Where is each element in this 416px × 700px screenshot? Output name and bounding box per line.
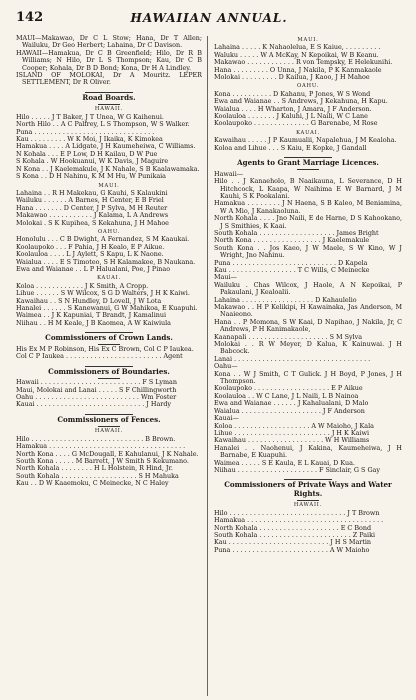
- entry: South Kohala . . . . . . . . . . . . . . . . . . . S H Mahuka: [16, 471, 179, 480]
- entry: Lahaina . . R H Makekau, G Kauhi, S Kalaukini: [16, 188, 168, 197]
- section-title: Commissioners of Fences.: [16, 414, 202, 427]
- entry: Hana . . . . . . . D Center, J P Sylva, M H Reuter: [16, 203, 168, 212]
- section: [16, 366, 202, 409]
- entry: Hamakua . . . . . . . . . . . . . . . . . . . . . . . . . . . . . . . . . .: [214, 516, 384, 525]
- entry: MAUI—Makawao, Dr C L Stow; Hana, Dr T Allen; Wailuku, Dr Geo Herbert; Lahaina, Dr C Davison.: [16, 35, 202, 50]
- entry: Makawao . . . . . . . . . . . . R von Tempsky, E Helekunihi.: [214, 58, 393, 67]
- entry: N Kona . . J Kaelemakule, J K Nahale, S B Kaalawamaka.: [16, 164, 200, 173]
- entry: HAWAII—Hamakua, Dr C B Greenfield; Hilo, Dr R B Williams; N Hilo, Dr L S Thompson; Kau, Dr C B Cooper; Kohala, Dr B D Bond; Kona, Dr H A Lindley.: [16, 48, 202, 72]
- section-title: Commissioners of Private Ways and Water Rights.: [214, 479, 402, 500]
- entry: Maui—: [214, 273, 237, 282]
- entry: Ewa and Waianae . . L P Halualani, Poe, J Pinao: [16, 264, 171, 273]
- running-title: HAWAIIAN ANNUAL.: [130, 11, 288, 25]
- entry: Kauai . . . . . . . . . . . . . . . . . . . . . . . . . . . J Hardy: [16, 400, 172, 409]
- entry: Wailuku . Chas Wilcox, J Haole, A N Kepoikai, P Pakaulani, J Kealoalii.: [214, 280, 402, 297]
- entry: Hilo . . . . . . . . . . . . . . . . . . . . . . . . . . . . . J T Brown: [214, 508, 380, 517]
- entry: Molokai . . . . . . . . . D Kailua, J Kaoo, J H Mahoe: [214, 73, 370, 82]
- entry: Hawaii . . . . . . . . . . . . . . . . . . . . . . . . . F S Lyman: [16, 378, 177, 387]
- entry: Maui, Molokai and Lanai . . . . . S F Chillingworth: [16, 385, 177, 394]
- entry: Waialua . . . . . . . . . . . . . . . . . . . . J F Anderson: [214, 406, 365, 415]
- district-label: KAUAI.: [296, 129, 320, 136]
- entry: ISLAND OF MOLOKAI, Dr A Mouritz. LEPER SETTLEMENT, Dr R Oliver.: [16, 71, 202, 87]
- section: [16, 35, 202, 87]
- entry: Hamakua . . . . . . . . . . . . . . . . . . . . . . . . . . . . . . . . . .: [16, 442, 186, 451]
- entry: His Ex M P Robinson, His Ex C Brown, Col C P Iaukea.: [16, 344, 194, 353]
- entry: Niihau . . . . . . . . . . . . . . . . . . . . F Sinclair, G S Gay: [214, 465, 380, 474]
- entry: Ewa and Waianae . . . . . . J Kahalualani, D Malo: [214, 399, 369, 408]
- entry: Waimea . . J K Kapuniai, T Brandt, J Kamalinui: [16, 311, 167, 320]
- entry: Kawaihau . . S N Hundley, D Lovell, J W Lota: [16, 296, 162, 305]
- district-label: HAWAII.: [94, 428, 124, 435]
- right-column: [214, 35, 402, 697]
- district-label: KAUAI.: [97, 275, 121, 282]
- entry: Makawao . . . . . . . . . . . J Kalama, L A Andrews: [16, 211, 169, 220]
- left-column: [16, 35, 202, 697]
- entry: N Kohala . . . E P Low, D H Kailau, D W Pue: [16, 149, 158, 158]
- district-label: OAHU.: [296, 83, 320, 90]
- entry: Waimea . . . . . S E Kaula, E L Kauai, D Kua.: [214, 458, 355, 467]
- section: [16, 92, 202, 327]
- entry: Kau . . D W Kaaemoku, C Meinecke, N C Haley: [16, 479, 169, 488]
- entry: North Kohala . . . . . . . . . . . . . . . . . . . . E C Bond: [214, 523, 372, 532]
- entry: Puna . . . . . . . . . . . . . . . . . . . . . . . . . . . . . .: [16, 127, 155, 136]
- entry: Waluku . . . . . W A McKay, N Kepoikai, W B Keanu.: [214, 50, 379, 59]
- entry: Hawaii—: [214, 169, 244, 178]
- entry: Honolulu . . . C B Dwight, A Fernandez, S M Kaaukai.: [16, 235, 190, 244]
- entry: South Kona . . . . . M Barrett, J W Smith S Kekumano.: [16, 457, 189, 466]
- entry: South Kohala . . . . . . . . . . . . . . . . . . . . . . . Z Paiki: [214, 530, 376, 539]
- section-title: Road Boards.: [16, 92, 202, 105]
- entry: Kawaihau . . . . . J P Kaumualii, Napalehua, J M Kealoha.: [214, 136, 397, 145]
- entry: North Hilo . . A C Palfrey, L S Thompson, W S Walker.: [16, 120, 190, 129]
- entry: Lihue . . . . . . S W Wilcox, S G D Walters, J H K Kaiwi.: [16, 289, 190, 298]
- entry: Hana . . . . . . . . . O Unna, J Nakila, P K Kanmakaole: [214, 65, 382, 74]
- page-number: 142: [16, 10, 44, 25]
- entry: North Kohala . . . . Jno Naili, E de Harne, D S Kahookano, J S Smithies, K Kaai.: [214, 214, 402, 230]
- district-label: MAUI.: [297, 37, 319, 43]
- entry: Kawaihau . . . . . . . . . . . . . . . . . . . W H Williams: [214, 436, 370, 445]
- entry: Koolaupoko . . . . . . . . . . . . . . . . . . . E P Aikue: [214, 384, 363, 393]
- entry: Molokai . S K Kupihea, S Kekahuna, J H Mahoe: [16, 218, 169, 227]
- district-label: MAUI.: [98, 182, 120, 189]
- entry: Waialua . . . . H Wharton, J Amara, J F Anderson.: [214, 104, 372, 113]
- section: [214, 479, 402, 554]
- entry: South Kohala . . . . . . . . . . . . . . . . . . . James Bright: [214, 228, 379, 237]
- entry: Hilo . . . . . . . . . . . . . . . . . . . . . . . . . . . . B Brown.: [16, 434, 176, 443]
- entry: Kau . . . . . . . . . . . . . . . . . T C Wills, C Meinecke: [214, 265, 370, 274]
- entry: Koloa and Lihue . . . S Kaiu, E Kopke, J Gandall: [214, 143, 367, 152]
- entry: Koolauloa . . W C Lane, J L Naili, L B Nainoa: [214, 391, 359, 400]
- entry: Lanai . . . . . . . . . . . . . . . . . . . . . . . . . . . . . . . . . .: [214, 354, 371, 363]
- entry: Hamakua . . . . A Lidgate, J H Kaumeheiwa, C Williams.: [16, 142, 196, 151]
- entry: North Kona . . . . . . . . . . . . . . . . . J Kaelemakule: [214, 236, 370, 245]
- entry: Wailuku . . . . . . A Barnes, H Center, E B Friel: [16, 196, 164, 205]
- entry: Puna . . . . . . . . . . . . . . . . . . . . . . . . A W Maioho: [214, 545, 370, 554]
- entry: Oahu—: [214, 362, 238, 371]
- entry: Waialua . . . . E S Timoteo, S H Kalamakee, B Naukana.: [16, 257, 196, 266]
- entry: Molokai . . R W Meyer, D Kalua, K Kainuwai. J H Babcock.: [214, 340, 402, 356]
- entry: Koolaupoko . . . . . . . . . . . . . . G Barenabe, M Rose: [214, 119, 378, 128]
- entry: North Kohala . . . . . . . . H L Holstein, R Hind, Jr.: [16, 464, 173, 473]
- page-header: [16, 10, 402, 30]
- entry: Koloa . . . . . . . . . . . . . . . . . . . A W Maioho, J Kala: [214, 421, 374, 430]
- section: [214, 37, 402, 152]
- entry: Kauai—: [214, 414, 239, 423]
- entry: Hanalei . . . . . . S Kanewanui, G W Mahikoa, E Kuapuhi.: [16, 304, 198, 312]
- entry: Makawao . . H P Kelikipi, H Kawainaka, Jas Anderson, M Naaieono.: [214, 303, 402, 319]
- entry: Lahaina . . . . . K Nahaolelua, E S Kaiue, . . . . . . . . .: [214, 43, 381, 52]
- entry: Lihue . . . . . . . . . . . . . . . . . . . . . . . . J H K Kaiwi: [214, 428, 369, 437]
- entry: Hanalei . . Naohenui, J Kakina, Kaumeheiwa, J H Barnabe, E Kuapuhi.: [214, 443, 402, 460]
- entry: North Kona . . . . G McDougall, E Kahulanui, J K Nahale.: [16, 449, 199, 458]
- entry: Kona . . . . . . . . . . D Kahanu, P Jones, W S Wond: [214, 89, 371, 98]
- entry: Hilo . . J Kanaeholo, B Naaikauna, L Severance, D H Hitchcock, L Kaapa, W Naihima E W Barnard, J M Kauhi, S K Pookalani.: [214, 177, 402, 200]
- section-title: Commissioners of Boundaries.: [16, 366, 202, 379]
- entry: Puna . . . . . . . . . . . . . . . . . . . . . . . . . . D Kapela: [214, 258, 368, 267]
- column-divider: [207, 36, 208, 696]
- section-title: Commissioners of Crown Lands.: [16, 332, 202, 345]
- section: [16, 332, 202, 360]
- entry: Col C P Iaukea . . . . . . . . . . . . . . . . . . . . . . . . Agent: [16, 352, 183, 361]
- entry: Kaanapali . . . . . . . . . . . . . . . . . . . . S M Sylva: [214, 332, 363, 341]
- entry: Hamakua . . . . . . . . J N Haena, S B Kaleo, M Beniamina, W A Mio, J Kanakaoluna.: [214, 199, 402, 215]
- entry: Koloa . . . . . . . . . . . . J K Smith, A Cropp.: [16, 281, 149, 290]
- section-title: Agents to Grant Marriage Licences.: [214, 157, 402, 170]
- district-label: HAWAII.: [293, 502, 323, 509]
- entry: S Kohala . W Hookuanui, W K Davis, J Maguire: [16, 157, 169, 166]
- entry: Hilo . . . . . J T Baker, J T Unea, W G Kaihenui.: [16, 112, 164, 121]
- entry: Ewa and Waianae . . S Andrews, J Kekahuna, H Kapu.: [214, 97, 388, 106]
- entry: Koolauloa . . . . . . . J Kaluhi, J L Naili, W C Lane: [214, 112, 368, 121]
- entry: Oahu . . . . . . . . . . . . . . . . . . . . . . . . . . Wm Foster: [16, 393, 177, 402]
- entry: Kona . . W J Smith, C T Gulick. J H Boyd, P Jones, J H Thompson.: [214, 369, 402, 386]
- entry: South Kona . . Jos Kaeo, J W Maele, S W Kino, W J Wright, Jno Nahinu.: [214, 243, 402, 260]
- entry: S Kona . . D H Nahinu, K M M Hu, W Punikaia: [16, 172, 166, 181]
- entry: Niihau . . H M Keale, J B Kaomea, A W Kaiwiula: [16, 318, 171, 327]
- district-label: OAHU.: [97, 228, 121, 235]
- entry: Koolaupoko . . . F Pahia, J H Kealo, E P Aikue.: [16, 242, 165, 251]
- entry: Hana . . P Momona, S W Kaai, D Napihao, J Nakila, Jr, C Andrews, P H Kanimakaole,: [214, 317, 402, 334]
- section: [214, 157, 402, 474]
- entry: Kau . . . . . . . . . . . . . . . . . . . . . . . . . J H S Martin: [214, 538, 372, 547]
- entry: Lahaina . . . . . . . . . . . . . . . . . . D Kahaulelio: [214, 295, 357, 304]
- entry: Kau . . . . . . . . . W K Moi, J Ikaika, K Kimokea: [16, 135, 163, 144]
- district-label: HAWAII.: [94, 106, 124, 113]
- entry: Koolauloa . . . . L J Aylett, S Kapu, L K Naone.: [16, 250, 164, 259]
- section: [16, 414, 202, 488]
